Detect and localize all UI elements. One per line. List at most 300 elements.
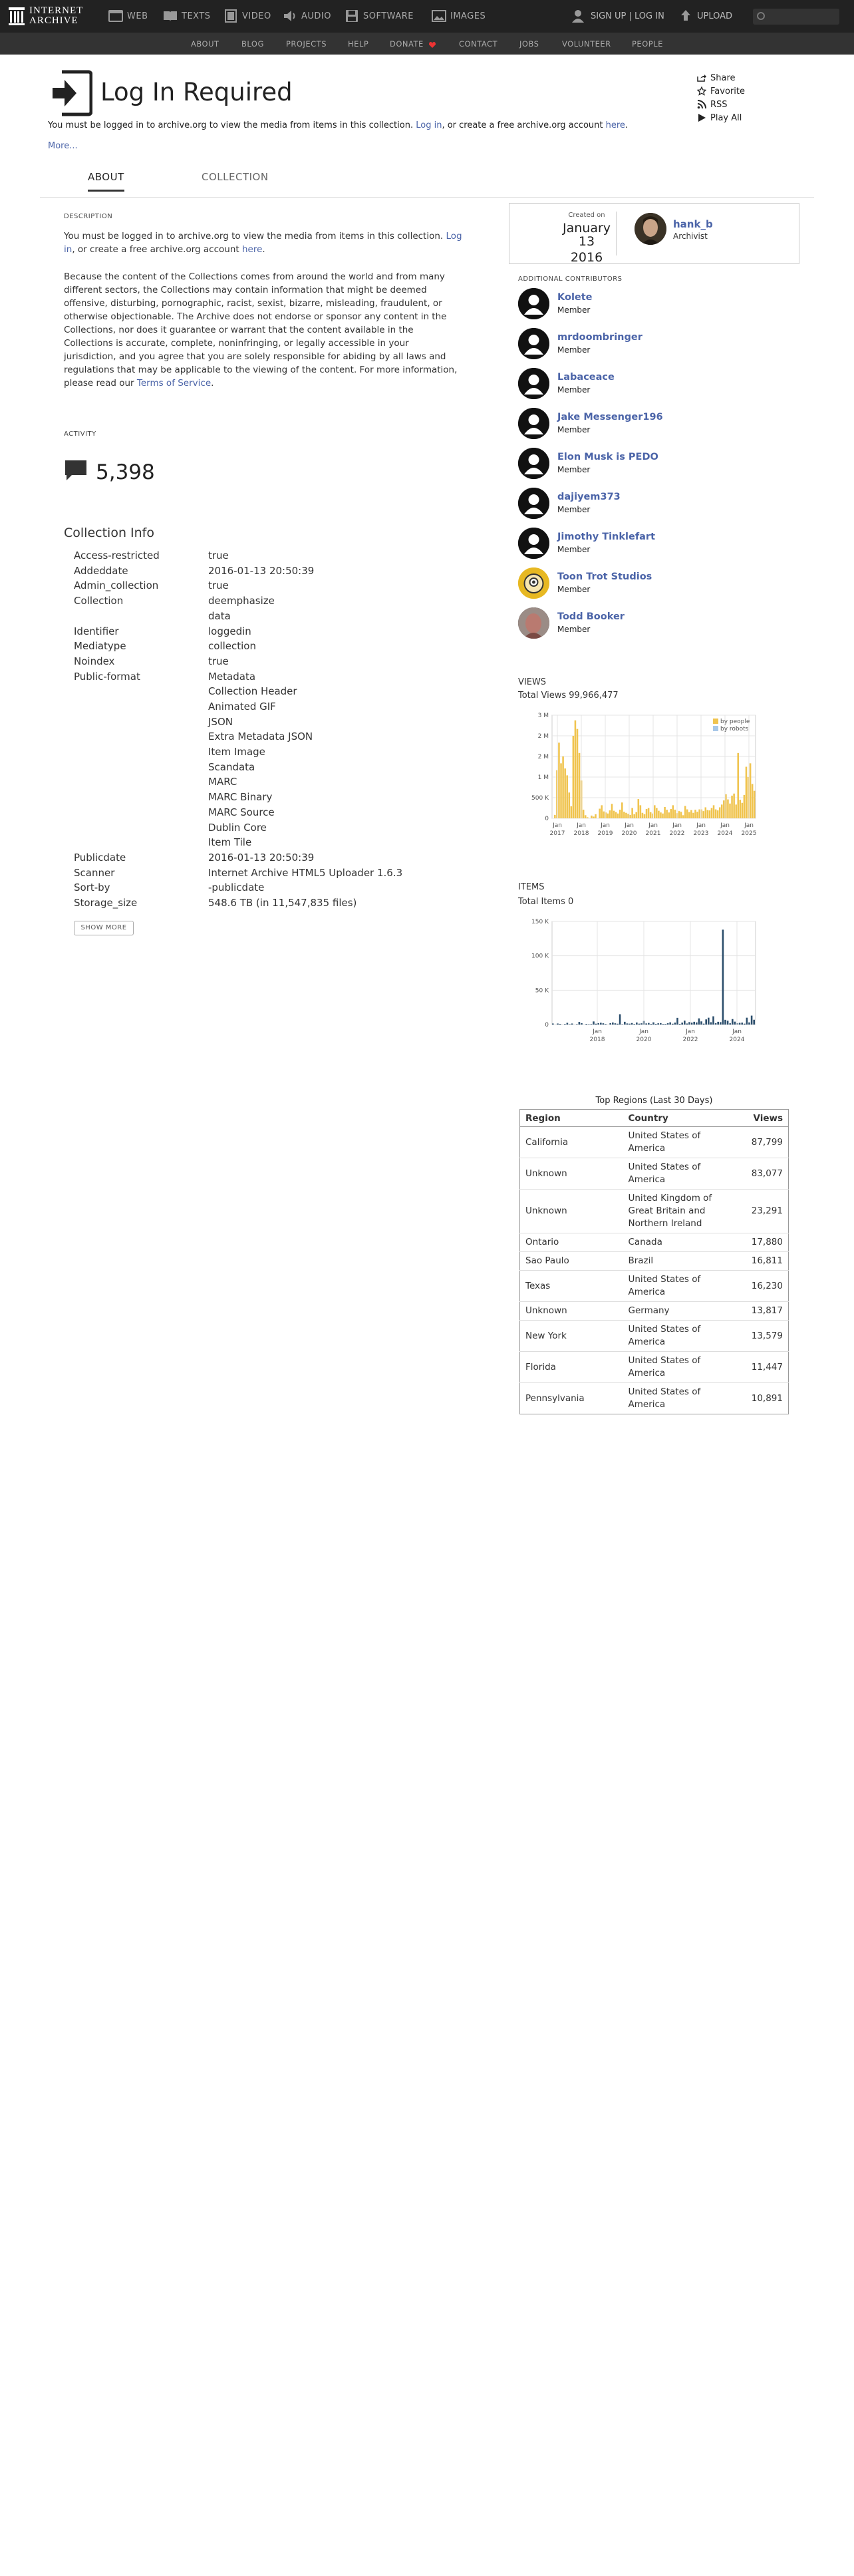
subnav-contact[interactable]: CONTACT — [459, 39, 498, 49]
items-bar — [722, 929, 724, 1025]
items-bar — [700, 1021, 702, 1025]
views-bar — [717, 810, 719, 818]
nav-audio[interactable] — [283, 9, 331, 23]
region-row — [520, 1158, 789, 1190]
nav-video[interactable] — [223, 9, 271, 23]
contributor-avatar[interactable] — [518, 448, 549, 479]
views-bar — [566, 775, 568, 818]
items-bar — [552, 1023, 554, 1025]
region-cell: Unknown — [520, 1158, 623, 1190]
contributor-name[interactable]: mrdoombringer — [557, 332, 642, 343]
views-bar — [744, 795, 746, 818]
contributor-role: Member — [557, 465, 591, 474]
contributor-name[interactable]: Jimothy Tinklefart — [557, 532, 655, 542]
contributor-avatar[interactable] — [518, 328, 549, 359]
film-icon — [223, 9, 238, 23]
info-key: Collection — [74, 595, 124, 607]
x-tick-year: 2019 — [597, 830, 613, 837]
creator-avatar[interactable] — [635, 213, 666, 245]
views-bar — [662, 814, 664, 818]
signup-login[interactable] — [571, 9, 664, 23]
contributor-item[interactable] — [518, 408, 797, 444]
y-tick-label: 1 M — [537, 774, 549, 781]
views-bar — [619, 810, 621, 818]
items-bar — [612, 1023, 614, 1025]
views-bar — [723, 800, 725, 818]
items-bar — [597, 1023, 599, 1025]
views-bar — [621, 802, 623, 818]
terms-of-service-link[interactable]: Terms of Service — [136, 378, 212, 389]
views-bar — [658, 811, 660, 818]
tab-about[interactable]: ABOUT — [88, 171, 124, 192]
items-bar — [652, 1023, 654, 1025]
favorite-action[interactable] — [697, 84, 745, 98]
items-bar — [605, 1024, 607, 1025]
info-value: deemphasize — [208, 595, 275, 607]
favorite-label: Favorite — [710, 86, 745, 96]
info-key: Addeddate — [74, 564, 128, 577]
items-bar — [559, 1024, 561, 1025]
contributor-item[interactable] — [518, 488, 797, 524]
contributor-role: Member — [557, 385, 591, 395]
info-value: collection — [208, 640, 256, 653]
contributor-item[interactable] — [518, 448, 797, 484]
items-bar — [729, 1023, 731, 1025]
views-bar — [648, 808, 650, 819]
contributor-name[interactable]: Todd Booker — [557, 611, 625, 622]
contributor-name[interactable]: Elon Musk is PEDO — [557, 452, 658, 462]
items-bar — [712, 1017, 714, 1025]
views-bar — [709, 810, 711, 818]
contributor-name[interactable]: dajiyem373 — [557, 492, 621, 502]
views-chart — [518, 709, 778, 845]
items-bar — [576, 1024, 578, 1025]
region-row — [520, 1383, 789, 1414]
collection-info-title: Collection Info — [64, 526, 154, 540]
nav-software[interactable] — [345, 9, 414, 23]
views-bar — [686, 810, 688, 818]
items-bar — [679, 1024, 681, 1025]
views-bar — [617, 814, 619, 818]
upload-icon — [680, 9, 692, 23]
views-bar — [715, 810, 717, 818]
x-tick-label: Jan — [686, 1029, 695, 1035]
views-bar — [664, 807, 666, 818]
views-bar — [727, 800, 729, 818]
subnav-help[interactable]: HELP — [348, 39, 369, 49]
x-tick-year: 2024 — [729, 1037, 745, 1043]
show-more-button[interactable]: SHOW MORE — [74, 921, 134, 935]
contributor-name[interactable]: Labaceace — [557, 372, 615, 383]
items-bar — [627, 1023, 629, 1025]
items-bar — [645, 1023, 647, 1025]
info-value: Item Tile — [208, 836, 252, 849]
region-row — [520, 1352, 789, 1383]
items-bar — [569, 1024, 571, 1025]
info-value: 2016-01-13 20:50:39 — [208, 852, 315, 864]
views-bar — [721, 804, 723, 818]
items-bar — [617, 1024, 619, 1025]
star-icon — [697, 86, 706, 96]
contributor-role: Member — [557, 505, 591, 514]
regions-caption: Top Regions (Last 30 Days) — [595, 1096, 713, 1106]
x-tick-label: Jan — [648, 822, 658, 829]
x-tick-year: 2025 — [741, 830, 757, 837]
login-link[interactable]: Log in — [416, 120, 442, 130]
contributors-label: ADDITIONAL CONTRIBUTORS — [518, 275, 623, 283]
items-bar — [585, 1024, 587, 1025]
x-tick-year: 2022 — [669, 830, 685, 837]
items-bar — [571, 1023, 573, 1025]
items-bar — [744, 1024, 746, 1025]
info-value: 548.6 TB (in 11,547,835 files) — [208, 897, 357, 909]
region-row — [520, 1190, 789, 1233]
items-bar — [751, 1016, 753, 1025]
views-bar — [729, 804, 731, 818]
items-bar — [657, 1023, 659, 1025]
items-bar — [720, 1022, 722, 1025]
x-tick-label: Jan — [720, 822, 730, 829]
create-account-link[interactable]: here — [605, 120, 625, 130]
nav-texts[interactable] — [163, 9, 211, 23]
views-bar — [613, 811, 615, 818]
created-card — [509, 203, 799, 264]
user-icon — [571, 9, 585, 23]
views-bar — [678, 811, 680, 818]
views-bar — [746, 767, 748, 819]
y-tick-label: 0 — [545, 1022, 549, 1029]
items-chart — [518, 917, 778, 1050]
login-notice — [48, 120, 628, 130]
info-value: JSON — [208, 715, 233, 728]
contributor-name[interactable]: Toon Trot Studios — [557, 571, 652, 582]
items-bar — [629, 1024, 631, 1025]
info-value: -publicdate — [208, 882, 265, 894]
items-bar — [636, 1023, 638, 1025]
col-region: Region — [520, 1110, 623, 1127]
description-label: DESCRIPTION — [64, 213, 113, 220]
y-tick-label: 2 M — [537, 754, 549, 760]
x-tick-label: Jan — [744, 822, 754, 829]
description-paragraph-1 — [64, 230, 463, 256]
region-row — [520, 1127, 789, 1158]
x-tick-year: 2024 — [717, 830, 733, 837]
items-bar — [734, 1022, 736, 1025]
items-bar — [676, 1018, 678, 1025]
contributor-item[interactable] — [518, 567, 797, 603]
views-bar — [742, 803, 744, 818]
items-bar — [609, 1023, 611, 1025]
logo-line-1: INTERNET — [29, 5, 84, 16]
views-bar — [587, 817, 589, 818]
items-bar — [691, 1023, 693, 1025]
items-bar — [715, 1023, 717, 1025]
views-bar — [690, 810, 692, 818]
region-cell: Unknown — [520, 1302, 623, 1321]
views-bar — [705, 807, 707, 818]
views-bar — [573, 736, 575, 818]
share-icon — [697, 74, 706, 82]
views-bar — [707, 810, 709, 818]
items-bar — [717, 1022, 719, 1025]
info-key: Access-restricted — [74, 550, 160, 562]
views-bar — [750, 763, 752, 818]
items-bar — [615, 1023, 617, 1025]
views-bar — [615, 812, 617, 818]
contributor-avatar[interactable] — [518, 607, 549, 639]
created-label: Created on — [568, 212, 605, 219]
country-cell: United States of America — [623, 1127, 730, 1158]
country-cell: Brazil — [623, 1252, 730, 1271]
nav-web-label: WEB — [127, 11, 148, 21]
info-value: Internet Archive HTML5 Uploader 1.6.3 — [208, 866, 403, 879]
nav-video-label: VIDEO — [242, 11, 271, 21]
views-bar — [568, 792, 570, 818]
items-bar — [684, 1021, 686, 1025]
x-tick-year: 2018 — [573, 830, 589, 837]
views-bar — [684, 806, 686, 818]
items-bar — [557, 1023, 559, 1025]
desc-text-3: . — [262, 244, 265, 255]
secondary-nav — [0, 33, 854, 55]
nav-web[interactable] — [108, 9, 148, 23]
views-bar — [644, 814, 646, 818]
desc-text-2: , or create a free archive.org account — [72, 244, 242, 255]
items-bar — [693, 1022, 695, 1025]
subnav-projects[interactable]: PROJECTS — [286, 39, 327, 49]
legend-swatch — [713, 726, 718, 731]
views-bar — [754, 791, 756, 818]
subnav-people[interactable]: PEOPLE — [632, 39, 663, 49]
card-divider — [616, 212, 617, 255]
info-value: loggedin — [208, 625, 251, 637]
info-value: Item Image — [208, 746, 265, 758]
logo-line-2: ARCHIVE — [29, 15, 78, 26]
contributor-avatar[interactable] — [518, 528, 549, 559]
info-value: Collection Header — [208, 685, 297, 698]
views-cell: 11,447 — [730, 1352, 789, 1383]
desc-text-5: . — [211, 378, 214, 389]
contributor-role: Member — [557, 425, 591, 434]
items-bar — [567, 1023, 569, 1025]
views-cell: 16,811 — [730, 1252, 789, 1271]
info-value: Metadata — [208, 670, 256, 683]
items-bar — [660, 1023, 662, 1025]
views-bar — [599, 809, 601, 818]
y-tick-label: 150 K — [531, 919, 549, 925]
desc-here-link[interactable]: here — [241, 244, 263, 255]
x-tick-label: Jan — [577, 822, 586, 829]
items-bar — [705, 1019, 707, 1025]
x-tick-label: Jan — [625, 822, 634, 829]
views-bar — [579, 753, 581, 818]
items-bar — [621, 1024, 623, 1025]
activity-label: ACTIVITY — [64, 430, 96, 438]
views-cell: 10,891 — [730, 1383, 789, 1414]
creator-role: Archivist — [673, 232, 708, 241]
notice-text-2: , or create a free archive.org account — [442, 120, 606, 130]
nav-images[interactable] — [432, 9, 486, 23]
region-cell: New York — [520, 1321, 623, 1352]
subnav-about[interactable]: ABOUT — [191, 39, 219, 49]
contributor-name[interactable]: Kolete — [557, 292, 593, 303]
contributor-avatar[interactable] — [518, 368, 549, 399]
views-bar — [698, 810, 700, 818]
country-cell: United States of America — [623, 1271, 730, 1302]
info-key: Noindex — [74, 655, 115, 667]
views-bar — [623, 812, 625, 818]
info-value: true — [208, 550, 229, 562]
views-bar — [668, 812, 670, 818]
items-bar — [595, 1024, 597, 1025]
items-bar — [667, 1023, 669, 1025]
legend-label: by people — [720, 719, 750, 725]
items-bar — [664, 1024, 666, 1025]
creator-username[interactable]: hank_b — [673, 218, 713, 230]
description-paragraph-2 — [64, 270, 463, 390]
views-bar — [642, 813, 644, 818]
views-bar — [719, 807, 721, 818]
x-tick-label: Jan — [639, 1029, 648, 1035]
items-bar — [662, 1024, 664, 1025]
x-tick-label: Jan — [696, 822, 706, 829]
items-bar — [640, 1023, 642, 1025]
views-bar — [631, 808, 633, 819]
col-views: Views — [730, 1110, 789, 1127]
contributor-item[interactable] — [518, 328, 797, 364]
contributor-item[interactable] — [518, 368, 797, 404]
views-bar — [635, 812, 637, 818]
views-bar — [609, 810, 611, 818]
play-all-action[interactable] — [697, 111, 745, 124]
contributor-name[interactable]: Jake Messenger196 — [557, 412, 663, 422]
internet-archive-logo[interactable] — [8, 6, 83, 26]
search-input[interactable] — [753, 9, 839, 25]
subnav-blog[interactable]: BLOG — [241, 39, 264, 49]
views-cell: 83,077 — [730, 1158, 789, 1190]
subnav-donate[interactable]: DONATE — [390, 39, 424, 49]
contributor-avatar[interactable] — [518, 567, 549, 599]
views-bar — [702, 811, 704, 818]
region-cell: California — [520, 1127, 623, 1158]
views-bar — [629, 815, 631, 818]
upload-label: UPLOAD — [697, 11, 733, 21]
region-row — [520, 1302, 789, 1321]
region-row — [520, 1233, 789, 1252]
views-bar — [633, 814, 635, 818]
contributor-avatar[interactable] — [518, 488, 549, 519]
views-bar — [646, 809, 648, 818]
rss-action[interactable] — [697, 98, 745, 111]
views-bar — [627, 814, 629, 818]
views-bar — [692, 813, 694, 818]
views-bar — [752, 784, 754, 818]
views-bar — [571, 806, 573, 818]
x-tick-year: 2018 — [589, 1037, 605, 1043]
items-bar — [739, 1023, 741, 1025]
info-key: Admin_collection — [74, 579, 159, 592]
items-bar — [619, 1015, 621, 1025]
top-nav-bar — [0, 0, 854, 33]
items-bar — [600, 1023, 602, 1025]
region-cell: Sao Paulo — [520, 1252, 623, 1271]
search-icon — [757, 12, 765, 20]
items-label: ITEMS — [518, 882, 545, 892]
nav-images-label: IMAGES — [450, 11, 486, 21]
contributor-item[interactable] — [518, 607, 797, 643]
y-tick-label: 50 K — [535, 987, 549, 995]
subnav-volunteer[interactable]: VOLUNTEER — [562, 39, 611, 49]
items-bar — [603, 1023, 605, 1025]
speaker-icon — [283, 9, 297, 23]
rss-icon — [697, 100, 706, 109]
upload-button[interactable] — [680, 9, 732, 23]
x-tick-label: Jan — [732, 1029, 742, 1035]
created-date-line1: January 13 — [562, 221, 611, 249]
subnav-jobs[interactable]: JOBS — [519, 39, 539, 49]
items-bar — [631, 1023, 633, 1025]
items-bar — [672, 1024, 674, 1025]
items-bar — [732, 1019, 734, 1025]
contributor-item[interactable] — [518, 288, 797, 324]
tab-collection[interactable]: COLLECTION — [202, 171, 269, 183]
region-row — [520, 1252, 789, 1271]
x-tick-label: Jan — [601, 822, 610, 829]
more-link[interactable]: More... — [48, 141, 78, 151]
items-bar — [710, 1022, 712, 1025]
views-bar — [688, 812, 690, 818]
desc-login-link[interactable]: Log in — [64, 231, 462, 255]
items-bar — [708, 1018, 710, 1025]
created-date-line2: 2016 — [570, 250, 603, 265]
plot-area — [552, 921, 756, 1025]
items-bar — [648, 1023, 650, 1025]
items-bar — [753, 1020, 755, 1025]
share-action[interactable] — [697, 71, 745, 84]
views-bar — [713, 805, 715, 818]
y-tick-label: 100 K — [531, 953, 549, 960]
items-bar — [746, 1018, 748, 1025]
country-cell: United Kingdom of Great Britain and Northern Ireland — [623, 1190, 730, 1233]
views-bar — [737, 753, 739, 818]
top-regions — [519, 1096, 789, 1414]
views-bar — [585, 815, 587, 818]
items-bar — [579, 1022, 581, 1025]
items-bar — [591, 1024, 593, 1025]
contributor-avatar[interactable] — [518, 288, 549, 319]
contributor-avatar[interactable] — [518, 408, 549, 439]
image-icon — [432, 9, 446, 23]
x-tick-label: Jan — [553, 822, 562, 829]
info-value: Scandata — [208, 760, 255, 773]
notice-text-3: . — [625, 120, 629, 130]
contributor-item[interactable] — [518, 528, 797, 564]
views-bar — [682, 815, 684, 818]
x-tick-year: 2022 — [682, 1037, 698, 1043]
views-bar — [740, 800, 742, 818]
region-cell: Florida — [520, 1352, 623, 1383]
items-bar — [703, 1024, 705, 1025]
login-icon — [50, 69, 92, 117]
region-cell: Unknown — [520, 1190, 623, 1233]
contributor-role: Member — [557, 305, 591, 315]
x-tick-year: 2017 — [549, 830, 565, 837]
share-label: Share — [710, 73, 736, 83]
info-value: true — [208, 655, 229, 667]
items-bar — [696, 1023, 698, 1025]
info-value: MARC Source — [208, 806, 275, 818]
info-key: Storage_size — [74, 897, 138, 909]
